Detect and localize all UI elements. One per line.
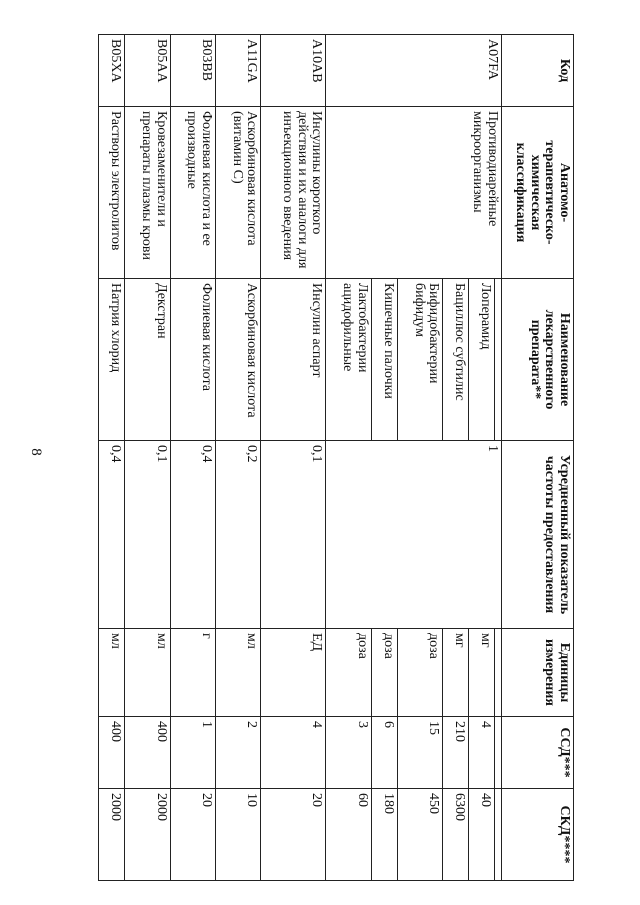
cell-unit: доза (397, 629, 442, 717)
cell-name: Аскорбиновая кислота (216, 279, 261, 441)
table-row (495, 35, 502, 881)
cell-freq: 0,4 (170, 441, 215, 629)
cell-ssd: 2 (216, 717, 261, 789)
cell-ssd: 400 (125, 717, 170, 789)
cell-ssd: 4 (261, 717, 326, 789)
cell-name: Бациллюс субтилис (443, 279, 469, 441)
cell-name: Бифидобактерии бифидум (397, 279, 442, 441)
cell-ssd: 400 (99, 717, 125, 789)
cell-skd: 60 (326, 789, 371, 881)
cell-skd: 450 (397, 789, 442, 881)
cell-ssd: 210 (443, 717, 469, 789)
header-unit: Единицы измерения (502, 629, 574, 717)
cell-unit: ЕД (261, 629, 326, 717)
cell-code: B05XA (99, 35, 125, 107)
table-row (170, 35, 215, 881)
cell-unit: мг (469, 629, 495, 717)
cell-code: A07FA (326, 35, 502, 107)
cell-atc: Кровезаменители и препараты плазмы крови (125, 107, 170, 279)
cell-name: Натрия хлорид (99, 279, 125, 441)
cell-code: B03BB (170, 35, 215, 107)
cell-skd: 20 (261, 789, 326, 881)
header-row (502, 35, 574, 881)
cell-name: Декстран (125, 279, 170, 441)
cell-atc: Противодиарейные микроорганизмы (326, 107, 502, 279)
cell-name: Лактобактерии ацидофильные (326, 279, 371, 441)
cell-ssd: 6 (371, 717, 397, 789)
cell-atc: Аскорбиновая кислота (витамин С) (216, 107, 261, 279)
cell-unit: мл (125, 629, 170, 717)
cell-code: A10AB (261, 35, 326, 107)
drug-table (98, 34, 574, 881)
cell-ssd: 15 (397, 717, 442, 789)
cell-code: A11GA (216, 35, 261, 107)
cell-name (495, 279, 502, 441)
cell-unit: доза (326, 629, 371, 717)
cell-name: Кишечные палочки (371, 279, 397, 441)
cell-name: Инсулин аспарт (261, 279, 326, 441)
cell-skd: 180 (371, 789, 397, 881)
cell-unit: мл (99, 629, 125, 717)
table-body (99, 35, 502, 881)
cell-skd: 2000 (125, 789, 170, 881)
header-skd: СКД**** (502, 789, 574, 881)
cell-freq: 0,1 (125, 441, 170, 629)
cell-unit (495, 629, 502, 717)
cell-skd: 10 (216, 789, 261, 881)
header-name: Наименование лекарственного препарата** (502, 279, 574, 441)
cell-skd: 20 (170, 789, 215, 881)
cell-ssd: 3 (326, 717, 371, 789)
cell-ssd (495, 717, 502, 789)
cell-name: Лоперамид (469, 279, 495, 441)
cell-atc: Фолиевая кислота и ее производные (170, 107, 215, 279)
header-ssd: ССД*** (502, 717, 574, 789)
table-row (99, 35, 125, 881)
cell-freq: 0,4 (99, 441, 125, 629)
cell-name: Фолиевая кислота (170, 279, 215, 441)
table-row (216, 35, 261, 881)
cell-skd: 40 (469, 789, 495, 881)
cell-ssd: 4 (469, 717, 495, 789)
header-code: Код (502, 35, 574, 107)
cell-atc: Растворы электролитов (99, 107, 125, 279)
cell-atc: Инсулины короткого действия и их аналоги для инъекционного введения (261, 107, 326, 279)
cell-unit: доза (371, 629, 397, 717)
header-freq: Усредненный показатель частоты предоставления (502, 441, 574, 629)
cell-freq: 0,1 (261, 441, 326, 629)
page-number: 8 (28, 448, 44, 456)
table-row (125, 35, 170, 881)
table-row (261, 35, 326, 881)
cell-code: B05AA (125, 35, 170, 107)
header-atc: Анатомо-терапевтическо-химическая классификация (502, 107, 574, 279)
cell-skd: 2000 (99, 789, 125, 881)
rotated-table-container (98, 34, 574, 880)
cell-unit: мл (216, 629, 261, 717)
cell-freq: 0,2 (216, 441, 261, 629)
cell-skd: 6300 (443, 789, 469, 881)
cell-unit: мг (443, 629, 469, 717)
cell-ssd: 1 (170, 717, 215, 789)
cell-skd (495, 789, 502, 881)
cell-unit: г (170, 629, 215, 717)
cell-freq: 1 (326, 441, 502, 629)
